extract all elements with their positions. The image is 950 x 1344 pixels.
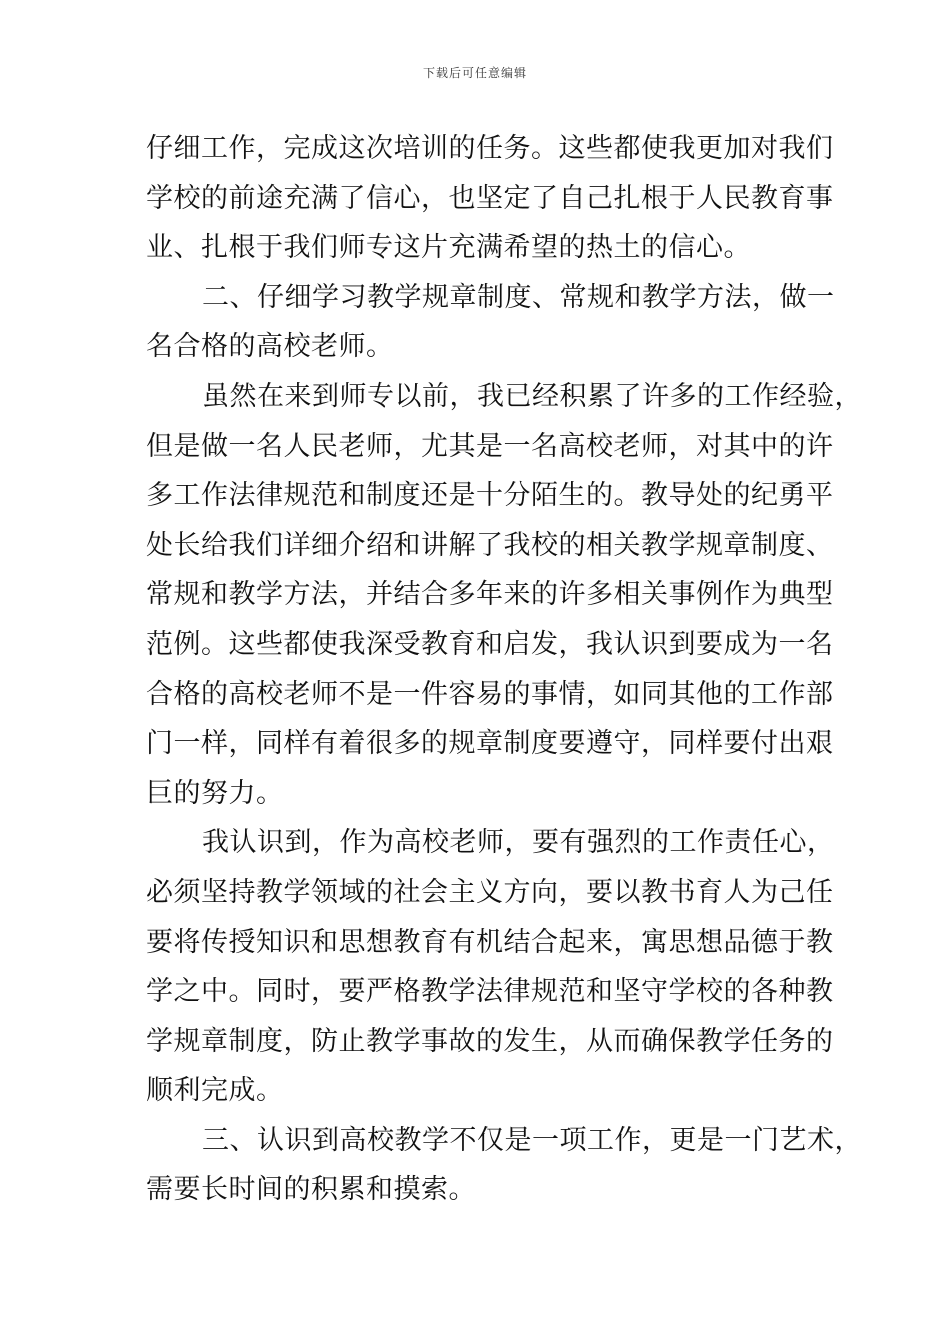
text-line: 业、扎根于我们师专这片充满希望的热土的信心。: [146, 232, 751, 264]
text-line: 常规和教学方法，并结合多年来的许多相关事例作为典型: [146, 579, 834, 611]
text-line: 门一样，同样有着很多的规章制度要遵守，同样要付出艰: [146, 728, 834, 760]
text-line: 仔细工作，完成这次培训的任务。这些都使我更加对我们: [146, 133, 834, 164]
section-heading-line: 需要长时间的积累和摸索。: [146, 1174, 476, 1206]
text-line: 要将传授知识和思想教育有机结合起来，寓思想品德于教: [146, 926, 834, 958]
text-line: 合格的高校老师不是一件容易的事情，如同其他的工作部: [146, 678, 834, 710]
document-body: [146, 124, 862, 1215]
text-line: 学校的前途充满了信心，也坚定了自己扎根于人民教育事: [146, 182, 834, 214]
text-line: 但是做一名人民老师，尤其是一名高校老师，对其中的许: [146, 430, 834, 462]
text-line: 多工作法律规范和制度还是十分陌生的。教导处的纪勇平: [146, 480, 834, 512]
text-line: 学规章制度，防止教学事故的发生，从而确保教学任务的: [146, 1025, 834, 1057]
section-heading-line: 名合格的高校老师。: [146, 331, 394, 363]
text-line: 我认识到，作为高校老师，要有强烈的工作责任心，: [202, 827, 835, 859]
text-line: 学之中。同时，要严格教学法律规范和坚守学校的各种教: [146, 976, 834, 1008]
text-line: 顺利完成。: [146, 1075, 284, 1107]
text-line: 虽然在来到师专以前，我已经积累了许多的工作经验，: [202, 380, 862, 412]
section-heading-line: 二、仔细学习教学规章制度、常规和教学方法，做一: [202, 281, 835, 313]
text-line: 范例。这些都使我深受教育和启发，我认识到要成为一名: [146, 628, 834, 660]
text-line: 巨的努力。: [146, 777, 284, 809]
text-line: 处长给我们详细介绍和讲解了我校的相关教学规章制度、: [146, 529, 834, 561]
text-line: 必须坚持教学领域的社会主义方向，要以教书育人为己任: [146, 876, 834, 908]
section-heading-line: 三、认识到高校教学不仅是一项工作，更是一门艺术，: [202, 1124, 862, 1156]
download-note: 下载后可任意编辑: [422, 66, 527, 80]
